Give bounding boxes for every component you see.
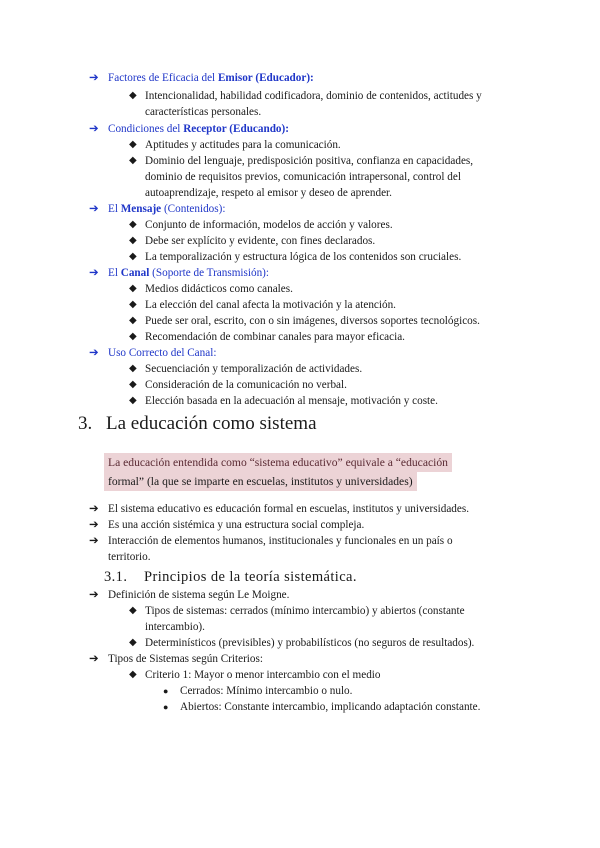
bullet-uso-3: Elección basada en la adecuación al mensaje, motivación y coste.	[145, 395, 438, 407]
section-title-uso-correcto: Uso Correcto del Canal:	[108, 347, 217, 359]
subsection-heading-title: Principios de la teoría sistemática.	[144, 569, 357, 585]
diamond-bullet-icon: ◆	[129, 90, 137, 101]
arrow-icon: ➔	[89, 347, 99, 359]
section-title-emisor: Factores de Eficacia del Emisor (Educador):	[108, 72, 314, 84]
section-number: 3.	[78, 413, 93, 434]
arrow-icon: ➔	[89, 589, 99, 601]
sub-bullet-abiertos: Abiertos: Constante intercambio, implicando adaptación constante.	[180, 701, 481, 713]
bullet-uso-2: Consideración de la comunicación no verbal.	[145, 379, 347, 391]
subsection-number: 3.1.	[104, 569, 128, 585]
bullet-receptor-1: Aptitudes y actitudes para la comunicación.	[145, 139, 341, 151]
intro-item-3: Interacción de elementos humanos, institucionales y funcionales en un país o territorio.	[108, 535, 453, 563]
arrow-icon: ➔	[89, 203, 99, 215]
def-item-tipos-criterios: Tipos de Sistemas según Criterios:	[108, 653, 263, 665]
arrow-icon: ➔	[89, 653, 99, 665]
diamond-bullet-icon: ◆	[129, 637, 137, 648]
arrow-icon: ➔	[89, 267, 99, 279]
section-heading-title: La educación como sistema	[106, 413, 317, 434]
diamond-bullet-icon: ◆	[129, 299, 137, 310]
diamond-bullet-icon: ◆	[129, 395, 137, 406]
section-title-canal: El Canal (Soporte de Transmisión):	[108, 267, 270, 279]
diamond-bullet-icon: ◆	[129, 251, 137, 262]
intro-item-2: Es una acción sistémica y una estructura social compleja.	[108, 519, 365, 531]
bullet-canal-4: Recomendación de combinar canales para mayor eficacia.	[145, 331, 405, 343]
diamond-bullet-icon: ◆	[129, 235, 137, 246]
bullet-canal-3: Puede ser oral, escrito, con o sin imágenes, diversos soportes tecnológicos.	[145, 315, 480, 327]
dot-bullet-icon: ●	[163, 702, 169, 712]
arrow-icon: ➔	[89, 535, 99, 547]
section-title-mensaje: El Mensaje (Contenidos):	[108, 203, 226, 215]
bullet-emisor-1: Intencionalidad, habilidad codificadora, dominio de contenidos, actitudes y características personales.	[145, 90, 482, 118]
section-heading	[78, 412, 317, 436]
def-bullet-criterio-1: Criterio 1: Mayor o menor intercambio con el medio	[145, 669, 381, 681]
subsection-heading	[104, 567, 357, 587]
arrow-icon: ➔	[89, 519, 99, 531]
bullet-canal-2: La elección del canal afecta la motivación y la atención.	[145, 299, 396, 311]
diamond-bullet-icon: ◆	[129, 363, 137, 374]
diamond-bullet-icon: ◆	[129, 283, 137, 294]
bullet-receptor-2: Dominio del lenguaje, predisposición positiva, confianza en capacidades, dominio de requisitos previos, comunicación intrapersonal, control del autoaprendizaje, respeto al emisor y deseo de aprender.	[145, 155, 474, 199]
diamond-bullet-icon: ◆	[129, 219, 137, 230]
section-title-receptor: Condiciones del Receptor (Educando):	[108, 123, 289, 135]
def-item-le-moigne: Definición de sistema según Le Moigne.	[108, 589, 290, 601]
highlight-line-1: La educación entendida como “sistema educativo” equivale a “educación	[104, 453, 452, 472]
diamond-bullet-icon: ◆	[129, 331, 137, 342]
diamond-bullet-icon: ◆	[129, 155, 137, 166]
highlight-line-2: formal” (la que se imparte en escuelas, institutos y universidades)	[104, 472, 417, 491]
sub-bullet-cerrados: Cerrados: Mínimo intercambio o nulo.	[180, 685, 353, 697]
highlighted-definition	[104, 453, 496, 491]
diamond-bullet-icon: ◆	[129, 669, 137, 680]
arrow-icon: ➔	[89, 503, 99, 515]
diamond-bullet-icon: ◆	[129, 139, 137, 150]
intro-item-1: El sistema educativo es educación formal en escuelas, institutos y universidades.	[108, 503, 470, 515]
diamond-bullet-icon: ◆	[129, 315, 137, 326]
bullet-canal-1: Medios didácticos como canales.	[145, 283, 293, 295]
diamond-bullet-icon: ◆	[129, 379, 137, 390]
bullet-mensaje-3: La temporalización y estructura lógica de los contenidos son cruciales.	[145, 251, 462, 263]
arrow-icon: ➔	[89, 72, 99, 84]
bullet-mensaje-1: Conjunto de información, modelos de acción y valores.	[145, 219, 393, 231]
def-bullet-tipos: Tipos de sistemas: cerrados (mínimo intercambio) y abiertos (constante intercambio).	[145, 605, 465, 633]
arrow-icon: ➔	[89, 123, 99, 135]
bullet-mensaje-2: Debe ser explícito y evidente, con fines declarados.	[145, 235, 376, 247]
bullet-uso-1: Secuenciación y temporalización de actividades.	[145, 363, 363, 375]
dot-bullet-icon: ●	[163, 686, 169, 696]
diamond-bullet-icon: ◆	[129, 605, 137, 616]
def-bullet-deterministicos: Determinísticos (previsibles) y probabilísticos (no seguros de resultados).	[145, 637, 475, 649]
